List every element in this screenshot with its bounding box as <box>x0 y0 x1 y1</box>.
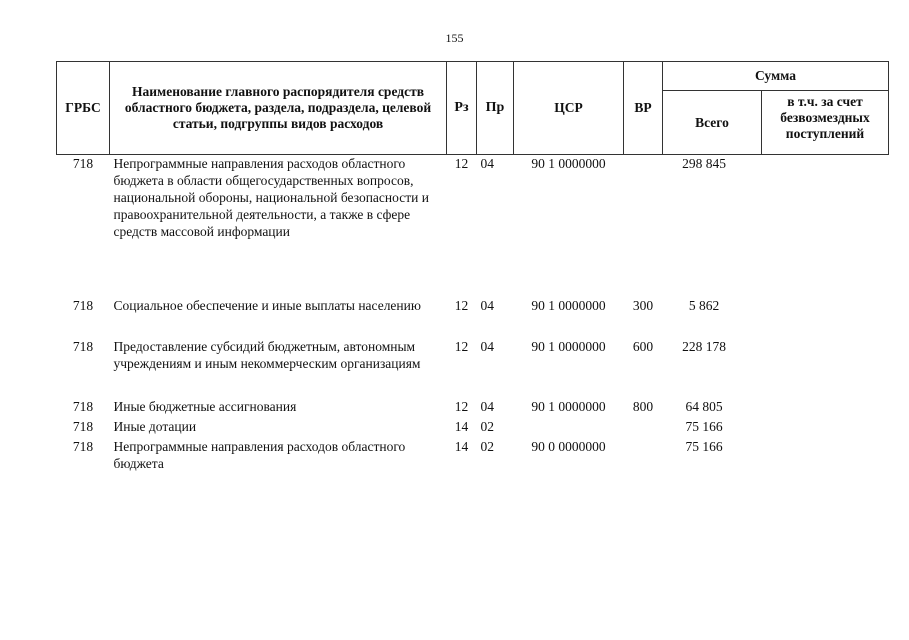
cell-free <box>762 155 889 298</box>
table-row <box>57 297 889 338</box>
header-sum: Сумма <box>663 62 889 91</box>
header-vr: ВР <box>624 62 663 155</box>
budget-table <box>56 61 889 474</box>
header-free: в т.ч. за счет безвозмездных поступлений <box>762 91 889 155</box>
header-rz: Рз <box>447 62 477 155</box>
header-csr: ЦСР <box>514 62 624 155</box>
cell-vr: 800 <box>632 399 654 414</box>
table-header <box>57 62 889 155</box>
cell-pr: 04 <box>480 298 494 313</box>
cell-name: Социальное обеспечение и иные выплаты населению <box>113 298 421 313</box>
cell-total: 75 166 <box>685 439 723 454</box>
table-row <box>57 155 889 298</box>
cell-rz: 12 <box>454 339 469 354</box>
cell-grbs: 718 <box>72 439 94 454</box>
cell-total: 64 805 <box>685 399 723 414</box>
header-grbs: ГРБС <box>57 62 110 155</box>
cell-grbs: 718 <box>72 419 94 434</box>
page-number: 155 <box>445 31 464 45</box>
cell-vr <box>624 438 663 474</box>
cell-csr <box>514 418 624 438</box>
cell-pr: 04 <box>480 399 494 414</box>
header-name: Наименование главного распорядителя средств областного бюджета, раздела, подраздела, целевой статьи, подгруппы видов расходов <box>110 62 447 155</box>
cell-free <box>762 418 889 438</box>
cell-pr: 02 <box>480 439 494 454</box>
header-total: Всего <box>663 91 762 155</box>
cell-vr <box>624 418 663 438</box>
table-row <box>57 338 889 398</box>
cell-free <box>762 438 889 474</box>
table-body <box>57 155 889 475</box>
cell-grbs: 718 <box>72 298 94 313</box>
cell-free <box>762 297 889 338</box>
cell-vr: 300 <box>632 298 654 313</box>
cell-name: Предоставление субсидий бюджетным, автономным учреждениям и иным некоммерческим организациям <box>113 339 421 371</box>
cell-rz: 12 <box>454 399 469 414</box>
cell-total: 228 178 <box>682 339 726 354</box>
cell-grbs: 718 <box>72 339 94 354</box>
cell-name: Иные дотации <box>113 419 197 434</box>
cell-rz: 14 <box>454 419 469 434</box>
table-row <box>57 418 889 438</box>
table-row <box>57 438 889 474</box>
cell-total: 5 862 <box>688 298 720 313</box>
cell-rz: 14 <box>454 439 469 454</box>
cell-pr: 04 <box>480 156 494 171</box>
cell-csr: 90 0 0000000 <box>531 439 606 454</box>
cell-grbs: 718 <box>72 399 94 414</box>
cell-pr: 04 <box>480 339 494 354</box>
cell-name: Непрограммные направления расходов областного бюджета <box>113 439 406 471</box>
cell-name: Иные бюджетные ассигнования <box>113 399 297 414</box>
cell-grbs: 718 <box>72 156 94 171</box>
cell-total: 75 166 <box>685 419 723 434</box>
cell-csr: 90 1 0000000 <box>531 399 606 414</box>
cell-csr: 90 1 0000000 <box>531 298 606 313</box>
cell-pr: 02 <box>480 419 494 434</box>
cell-vr <box>624 155 663 298</box>
cell-csr: 90 1 0000000 <box>531 156 606 171</box>
cell-free <box>762 398 889 418</box>
cell-total: 298 845 <box>682 156 726 171</box>
cell-rz: 12 <box>454 298 469 313</box>
cell-csr: 90 1 0000000 <box>531 339 606 354</box>
table-row <box>57 398 889 418</box>
header-pr: Пр <box>477 62 514 155</box>
cell-name: Непрограммные направления расходов областного бюджета в области общегосударственных вопросов, национальной обороны, национальной безопасности и правоохранительной деятельности, а также в сфере средств массовой информации <box>113 156 429 239</box>
cell-free <box>762 338 889 398</box>
cell-rz: 12 <box>454 156 469 171</box>
cell-vr: 600 <box>632 339 654 354</box>
